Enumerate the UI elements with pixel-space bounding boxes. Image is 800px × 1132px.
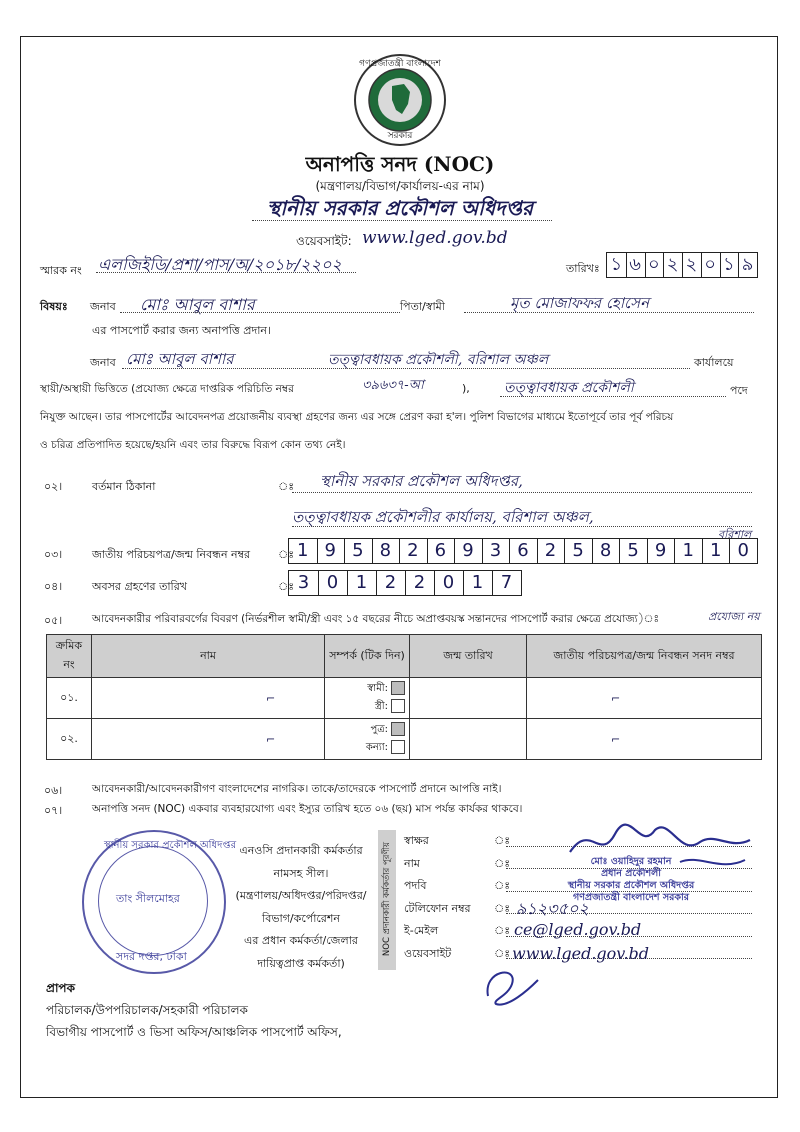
designation-suffix: পদে bbox=[730, 384, 748, 397]
memo-label: স্মারক নং bbox=[40, 264, 82, 277]
table-row bbox=[47, 678, 762, 719]
date-label: তারিখঃ bbox=[566, 262, 600, 275]
date-digit: ১ bbox=[723, 254, 735, 275]
signatory-line: এর প্রধান কর্মকর্তা/জেলার bbox=[244, 934, 358, 947]
nid-digit: 9 bbox=[654, 540, 667, 561]
row-serial: ০১. bbox=[47, 678, 92, 719]
subject-label: বিষয়ঃ bbox=[40, 300, 68, 313]
website-label: ওয়েবসাইট: bbox=[296, 234, 352, 248]
item-02-number: ০২। bbox=[44, 480, 63, 493]
relation-checkbox[interactable] bbox=[391, 681, 405, 695]
signatory-line: নামসহ সীল। bbox=[273, 866, 329, 880]
item-07-number: ০৭। bbox=[44, 804, 63, 817]
date-digit: ৬ bbox=[629, 254, 641, 275]
website-field-label: ওয়েবসাইট bbox=[404, 946, 452, 960]
date-digit: ২ bbox=[666, 254, 679, 275]
nid-label: জাতীয় পরিচয়পত্র/জন্ম নিবন্ধন নম্বর bbox=[92, 548, 251, 561]
address-line-1: স্থানীয় সরকার প্রকৌশল অধিদপ্তর, bbox=[320, 472, 523, 490]
item-06-text: আবেদনকারী/আবেদনকারীগণ বাংলাদেশের নাগরিক। তাকে/তাদেরকে পাসপোর্ট প্রদানে আপত্তি নাই। bbox=[92, 783, 502, 795]
father-line bbox=[464, 312, 754, 313]
retirement-digit: 3 bbox=[297, 572, 310, 593]
phone-label: টেলিফোন নম্বর bbox=[404, 901, 471, 915]
seal-center-text: তাং সীলমোহর bbox=[116, 892, 180, 905]
address-line-2: তত্ত্বাবধায়ক প্রকৌশলীর কার্যালয়, বরিশাল অঞ্চল, bbox=[292, 508, 594, 526]
memo-line bbox=[96, 272, 356, 273]
signatory-line: বিভাগ/কর্পোরেশন bbox=[262, 911, 340, 925]
body-line4: ও চরিত্র প্রতিপাদিত হয়েছে/হয়নি এবং তার বিরুদ্ধে বিরূপ কোন তথ্য নেই। bbox=[40, 439, 346, 451]
row-birthdate-cell bbox=[410, 678, 527, 719]
relation-label-son: পুত্র: bbox=[370, 724, 388, 735]
retirement-colon: ঃ bbox=[278, 580, 295, 593]
website-field-value: www.lged.gov.bd bbox=[512, 944, 650, 963]
website-value: www.lged.gov.bd bbox=[362, 228, 508, 248]
nid-digit: 0 bbox=[737, 540, 749, 561]
nid-digit: 9 bbox=[324, 540, 336, 561]
body-office: তত্ত্বাবধায়ক প্রকৌশলী, বরিশাল অঞ্চল bbox=[328, 352, 549, 368]
email-value: ce@lged.gov.bd bbox=[514, 920, 642, 939]
vertical-label-text: NOC প্রদানকারী কর্মকর্তার পূরণীয় bbox=[382, 841, 392, 957]
table-row bbox=[47, 719, 762, 760]
nid-digit: 6 bbox=[434, 540, 447, 561]
signatory-line: (মন্ত্রণালয়/অধিদপ্তর/পরিদপ্তর/ bbox=[235, 889, 367, 902]
retirement-digit: 1 bbox=[355, 572, 368, 593]
nid-digit-box bbox=[288, 538, 758, 564]
nid-digit: 6 bbox=[517, 540, 529, 561]
retirement-digit: 0 bbox=[442, 572, 455, 593]
subject-line2: এর পাসপোর্ট করার জন্য অনাপত্তি প্রদান। bbox=[92, 324, 271, 337]
page-subtitle: (মন্ত্রণালয়/বিভাগ/কার্যালয়-এর নাম) bbox=[315, 179, 485, 193]
nid-digit: 9 bbox=[462, 540, 474, 561]
recipient-line-1: পরিচালক/উপপরিচালক/সহকারী পরিচালক bbox=[46, 1003, 248, 1017]
seal-ring-text: স্থানীয় সরকার প্রকৌশল অধিদপ্তর bbox=[104, 840, 237, 851]
relation-cell bbox=[325, 719, 410, 760]
retirement-digit: 7 bbox=[500, 572, 513, 593]
retirement-digit: 2 bbox=[413, 572, 426, 593]
nid-colon: ঃ bbox=[278, 548, 295, 561]
nid-digit: 8 bbox=[599, 540, 612, 561]
body-line2-mid: ), bbox=[462, 382, 470, 395]
handwritten-signature bbox=[560, 812, 760, 884]
subject-janab: জনাব bbox=[90, 300, 116, 313]
stamp-designation: প্রধান প্রকৌশলী bbox=[601, 868, 661, 879]
signature-label: স্বাক্ষর bbox=[404, 834, 429, 847]
family-note: প্রযোজ্য নয় bbox=[708, 610, 760, 623]
email-label: ই-মেইল bbox=[404, 924, 439, 937]
col-name: নাম bbox=[92, 635, 325, 678]
office-name-line bbox=[252, 220, 552, 221]
nid-digit: 1 bbox=[297, 540, 309, 561]
item-05-number: ০৫। bbox=[44, 614, 63, 627]
relation-checkbox[interactable] bbox=[391, 740, 405, 754]
body-line2-prefix: স্থায়ী/অস্থায়ী ভিত্তিতে (প্রযোজ্য ক্ষেত্রে দাপ্তরিক পরিচিতি নম্বর bbox=[40, 383, 294, 395]
date-digit: ০ bbox=[704, 254, 716, 275]
retirement-digit: 1 bbox=[471, 572, 484, 593]
row-name-cell: ⌐ bbox=[92, 678, 325, 719]
designation-line bbox=[500, 396, 726, 397]
retirement-digit: 2 bbox=[384, 572, 397, 593]
emblem-top-text: গণপ্রজাতন্ত্রী বাংলাদেশ bbox=[359, 59, 441, 69]
address-colon: ঃ bbox=[278, 480, 295, 493]
recipient-label: প্রাপক bbox=[46, 981, 75, 995]
name-line bbox=[120, 312, 400, 313]
address-line-2-rule bbox=[292, 526, 752, 527]
signatory-line: দায়িত্বপ্রাপ্ত কর্মকর্তা) bbox=[257, 956, 345, 970]
signatory-line: এনওসি প্রদানকারী কর্মকর্তার bbox=[239, 844, 363, 857]
retirement-digit: 0 bbox=[326, 572, 339, 593]
relation-checkbox[interactable] bbox=[391, 699, 405, 713]
address-label: বর্তমান ঠিকানা bbox=[92, 480, 156, 493]
body-janab: জনাব bbox=[90, 356, 116, 369]
body-name: মোঃ আবুল বাশার bbox=[126, 350, 234, 368]
nid-digit: 5 bbox=[627, 540, 639, 561]
seal-bottom-text: সদর দপ্তর, ঢাকা bbox=[116, 950, 187, 963]
body-office-line bbox=[122, 368, 690, 369]
relation-label-husband: স্বামী: bbox=[367, 683, 388, 694]
date-digit: ৯ bbox=[741, 254, 754, 275]
family-table bbox=[46, 634, 762, 760]
office-suffix: কার্যালয়ে bbox=[694, 356, 734, 369]
row-nid-cell: ⌐ bbox=[527, 678, 762, 719]
address-line-1-rule bbox=[292, 492, 752, 493]
stamp-government: গণপ্রজাতন্ত্রী বাংলাদেশ সরকার bbox=[573, 892, 689, 903]
address-extra: বরিশাল bbox=[718, 528, 752, 541]
recipient-line-2: বিভাগীয় পাসপোর্ট ও ভিসা অফিস/আঞ্চলিক পাসপোর্ট অফিস, bbox=[46, 1025, 342, 1039]
relation-option[interactable] bbox=[329, 698, 405, 716]
applicant-name: মোঃ আবুল বাশার bbox=[140, 295, 255, 314]
relation-option[interactable] bbox=[329, 680, 405, 698]
signatory-field-labels bbox=[404, 830, 471, 965]
item-03-number: ০৩। bbox=[44, 548, 63, 561]
relation-label-daughter: কন্যা: bbox=[365, 742, 388, 753]
name-label: নাম bbox=[404, 856, 420, 870]
office-name: স্থানীয় সরকার প্রকৌশল অধিদপ্তর bbox=[267, 196, 533, 220]
official-id: ৩৯৬৩৭-আ bbox=[362, 378, 424, 393]
col-relation: সম্পর্ক (টিক দিন) bbox=[325, 635, 410, 678]
family-table-header-row bbox=[47, 635, 762, 678]
relation-cell bbox=[325, 678, 410, 719]
family-label: আবেদনকারীর পরিবারবর্গের বিবরণ (নির্ভরশীল স্বামী/স্ত্রী এবং ১৫ বছরের নীচে অপ্রাপ্তবয়স্ক সন্তানদের পাসপোর্ট করার ক্ষেত্রে প্রযোজ্য)ঃ bbox=[92, 613, 660, 625]
emblem-bottom-text: সরকার bbox=[387, 131, 413, 141]
col-birthdate: জন্ম তারিখ bbox=[410, 635, 527, 678]
stamp-office: স্থানীয় সরকার প্রকৌশল অধিদপ্তর bbox=[567, 880, 695, 891]
nid-digit: 5 bbox=[352, 540, 364, 561]
nid-digit: 2 bbox=[544, 540, 557, 561]
father-label: পিতা/স্বামী bbox=[400, 300, 445, 313]
item-04-number: ০৪। bbox=[44, 580, 63, 593]
body-line3: নিযুক্ত আছেন। তার পাসপোর্টের আবেদনপত্র প্রয়োজনীয় ব্যবস্থা গ্রহণের জন্য এর সঙ্গে প্রেরণ করা হ'ল। পুলিশ বিভাগের মাধ্যমে ইতোপূর্বে তার পূর্ব পরিচয় bbox=[40, 411, 674, 423]
date-digit: ০ bbox=[648, 254, 660, 275]
initial-mark bbox=[478, 960, 548, 1010]
memo-value: এলজিইডি/প্রশা/পাস/অ/২০১৮/২২০২ bbox=[98, 255, 342, 274]
nid-digit: 3 bbox=[489, 540, 502, 561]
signatory-colons: ঃ ঃ ঃ ঃ ঃ ঃ bbox=[494, 834, 511, 960]
row-name-cell: ⌐ bbox=[92, 719, 325, 760]
row-nid-cell: ⌐ bbox=[527, 719, 762, 760]
date-digit-box bbox=[606, 252, 758, 278]
nid-digit: 1 bbox=[682, 540, 694, 561]
signatory-description bbox=[230, 840, 372, 975]
retirement-label: অবসর গ্রহণের তারিখ bbox=[92, 580, 187, 593]
retirement-digit-box bbox=[288, 570, 522, 596]
row-serial: ০২. bbox=[47, 719, 92, 760]
stamp-name: মোঃ ওয়াহিদুর রহমান bbox=[590, 856, 672, 867]
relation-option[interactable] bbox=[329, 739, 405, 757]
designation-label: পদবি bbox=[404, 879, 427, 892]
item-06-number: ০৬। bbox=[44, 784, 63, 797]
col-serial: ক্রমিক নং bbox=[47, 635, 92, 678]
relation-option[interactable] bbox=[329, 721, 405, 739]
page-title: অনাপত্তি সনদ (NOC) bbox=[305, 152, 495, 176]
relation-checkbox[interactable] bbox=[391, 722, 405, 736]
row-birthdate-cell bbox=[410, 719, 527, 760]
nid-digit: 1 bbox=[709, 540, 722, 561]
nid-digit: 8 bbox=[379, 540, 392, 561]
date-digit: ১ bbox=[610, 254, 623, 275]
col-nid: জাতীয় পরিচয়পত্র/জন্ম নিবন্ধন সনদ নম্বর bbox=[527, 635, 762, 678]
designation: তত্ত্বাবধায়ক প্রকৌশলী bbox=[504, 380, 634, 396]
item-07-text: অনাপত্তি সনদ (NOC) একবার ব্যবহারযোগ্য এবং ইস্যুর তারিখ হতে ০৬ (ছয়) মাস পর্যন্ত কার্যকর থাকবে। bbox=[92, 803, 523, 815]
date-digit: ২ bbox=[685, 254, 698, 275]
nid-digit: 5 bbox=[572, 540, 584, 561]
nid-digit: 2 bbox=[407, 540, 419, 561]
father-value: মৃত মোজাফফর হোসেন bbox=[510, 294, 650, 312]
relation-label-wife: স্ত্রী: bbox=[374, 701, 388, 712]
phone-value: ৯১২৩৫০২ bbox=[516, 899, 589, 918]
